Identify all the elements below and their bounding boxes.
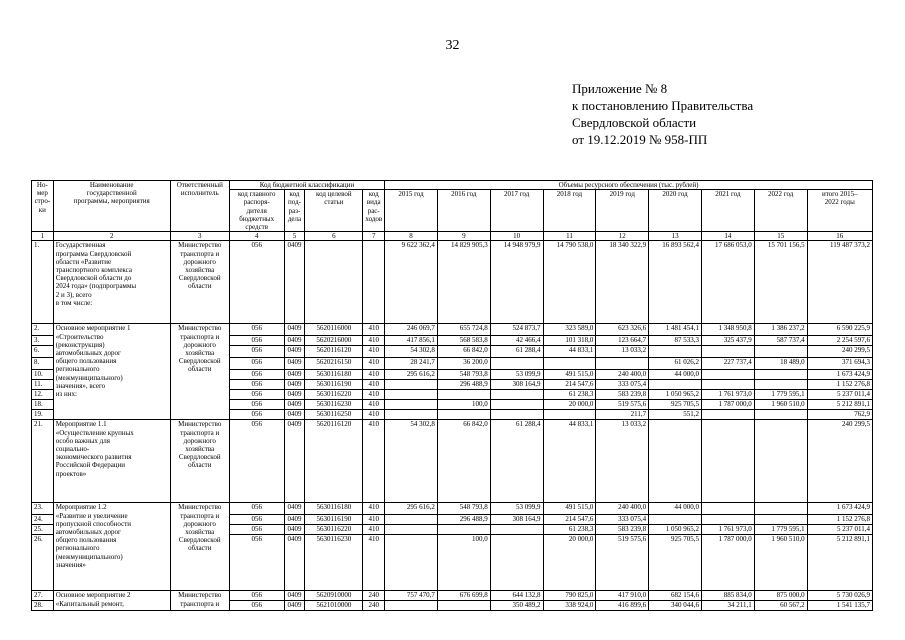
col-number: 4 [229, 232, 284, 241]
kgrbs-cell: 056 [229, 400, 284, 410]
y2018-cell: 491 515,0 [543, 370, 596, 380]
subsection-cell: 0409 [284, 420, 305, 503]
row-number-cell: 18. [32, 400, 54, 410]
subsection-cell: 0409 [284, 370, 305, 380]
y2022-cell: 1 960 510,0 [754, 400, 807, 410]
target-code-cell: 5620216000 [305, 336, 363, 346]
y2018-cell: 20 000,0 [543, 535, 596, 591]
total-cell: 5 212 891,1 [807, 535, 872, 591]
col-number: 15 [754, 232, 807, 241]
y2022-cell: 875 000,0 [754, 591, 807, 601]
header-year: 2016 год [437, 190, 490, 232]
y2021-cell [701, 410, 754, 420]
exp-type-cell: 410 [363, 370, 385, 380]
y2018-cell [543, 410, 596, 420]
page-number: 32 [445, 38, 460, 53]
y2021-cell [701, 503, 754, 515]
y2015-cell [385, 400, 438, 410]
y2020-cell: 1 050 965,2 [649, 525, 702, 535]
subsection-cell: 0409 [284, 525, 305, 535]
y2022-cell: 1 779 595,1 [754, 525, 807, 535]
y2015-cell: 246 069,7 [385, 324, 438, 336]
exp-type-cell: 410 [363, 358, 385, 370]
kgrbs-cell: 056 [229, 370, 284, 380]
y2020-cell: 925 705,5 [649, 535, 702, 591]
y2017-cell: 350 489,2 [490, 601, 543, 611]
kgrbs-cell: 056 [229, 358, 284, 370]
y2016-cell: 66 842,0 [437, 346, 490, 358]
y2021-cell [701, 515, 754, 525]
y2020-cell [649, 420, 702, 503]
y2021-cell: 1 761 973,0 [701, 390, 754, 400]
y2020-cell: 925 705,5 [649, 400, 702, 410]
header-executor: Ответственный исполнитель [170, 181, 229, 232]
item-name-cell: Мероприятие 1.2 «Развитие и увеличение пропускной способности автомобильных дорог общего пользования регионального (межмуниципального) значения» [53, 503, 170, 591]
y2015-cell [385, 410, 438, 420]
col-number: 2 [53, 232, 170, 241]
y2019-cell: 583 239,8 [596, 390, 649, 400]
y2017-cell: 53 099,9 [490, 503, 543, 515]
y2017-cell: 644 132,8 [490, 591, 543, 601]
kgrbs-cell: 056 [229, 525, 284, 535]
y2022-cell: 1 386 237,2 [754, 324, 807, 336]
y2016-cell: 655 724,8 [437, 324, 490, 336]
exp-type-cell: 240 [363, 601, 385, 611]
target-code-cell: 5620116000 [305, 324, 363, 336]
y2016-cell: 36 200,0 [437, 358, 490, 370]
header-kgrbs: код главного распоря- дителя бюджетных средств [229, 190, 284, 232]
y2015-cell [385, 525, 438, 535]
exp-type-cell: 410 [363, 346, 385, 358]
y2022-cell [754, 410, 807, 420]
y2018-cell: 61 238,3 [543, 525, 596, 535]
y2016-cell: 100,0 [437, 535, 490, 591]
row-number-cell: 26. [32, 535, 54, 591]
appendix-line: Приложение № 8 [572, 81, 668, 96]
kgrbs-cell: 056 [229, 601, 284, 611]
exp-type-cell: 410 [363, 390, 385, 400]
kgrbs-cell: 056 [229, 420, 284, 503]
header-budget-code: Код бюджетной классификации [229, 181, 384, 190]
kgrbs-cell: 056 [229, 380, 284, 390]
y2017-cell: 524 873,7 [490, 324, 543, 336]
header-volumes: Объемы ресурсного обеспечения (тыс. рублей) [385, 181, 873, 190]
appendix-line: Свердловской области [572, 115, 697, 130]
y2022-cell: 15 701 156,5 [754, 241, 807, 324]
kgrbs-cell: 056 [229, 535, 284, 591]
y2021-cell: 1 348 950,8 [701, 324, 754, 336]
subsection-cell: 0409 [284, 410, 305, 420]
col-number: 3 [170, 232, 229, 241]
col-number: 13 [649, 232, 702, 241]
col-number: 10 [490, 232, 543, 241]
exp-type-cell: 410 [363, 380, 385, 390]
target-code-cell: 5630116220 [305, 525, 363, 535]
y2018-cell: 44 833,1 [543, 346, 596, 358]
total-cell: 1 541 135,7 [807, 601, 872, 611]
table-row [32, 324, 873, 336]
y2016-cell: 296 488,9 [437, 515, 490, 525]
header-year: 2021 год [701, 190, 754, 232]
y2018-cell: 61 238,3 [543, 390, 596, 400]
y2016-cell: 296 488,9 [437, 380, 490, 390]
header-year: 2020 год [649, 190, 702, 232]
total-cell: 371 694,3 [807, 358, 872, 370]
appendix-line: от 19.12.2019 № 958-ПП [572, 132, 708, 147]
row-number-cell: 1. [32, 241, 54, 324]
exp-type-cell: 410 [363, 525, 385, 535]
resource-table [31, 180, 873, 611]
col-number: 7 [363, 232, 385, 241]
executor-cell: Министерство транспорта и [170, 591, 229, 611]
y2017-cell: 53 099,9 [490, 370, 543, 380]
total-cell: 762,9 [807, 410, 872, 420]
y2021-cell: 1 761 973,0 [701, 525, 754, 535]
header-row-no: Но- мер стро- ки [32, 181, 54, 232]
y2015-cell [385, 535, 438, 591]
y2020-cell: 1 481 454,1 [649, 324, 702, 336]
y2015-cell [385, 390, 438, 400]
y2017-cell: 61 288,4 [490, 420, 543, 503]
total-cell: 2 254 597,6 [807, 336, 872, 346]
target-code-cell: 5620910000 [305, 591, 363, 601]
kgrbs-cell: 056 [229, 410, 284, 420]
total-cell: 1 152 276,8 [807, 380, 872, 390]
y2018-cell: 338 924,0 [543, 601, 596, 611]
target-code-cell: 5630116190 [305, 380, 363, 390]
table-row [32, 503, 873, 515]
kgrbs-cell: 056 [229, 346, 284, 358]
row-number-cell: 19. [32, 410, 54, 420]
subsection-cell: 0409 [284, 591, 305, 601]
y2022-cell: 60 567,2 [754, 601, 807, 611]
exp-type-cell: 410 [363, 336, 385, 346]
y2018-cell: 214 547,6 [543, 515, 596, 525]
row-number-cell: 21. [32, 420, 54, 503]
y2021-cell [701, 370, 754, 380]
exp-type-cell [363, 241, 385, 324]
total-cell: 5 730 026,9 [807, 591, 872, 601]
y2021-cell: 1 787 000,0 [701, 535, 754, 591]
appendix-line: к постановлению Правительства [572, 98, 754, 113]
table-row [32, 420, 873, 503]
subsection-cell: 0409 [284, 380, 305, 390]
exp-type-cell: 410 [363, 410, 385, 420]
y2016-cell: 568 583,8 [437, 336, 490, 346]
y2019-cell: 417 910,0 [596, 591, 649, 601]
y2019-cell: 583 239,8 [596, 525, 649, 535]
table-row [32, 241, 873, 324]
row-number-cell: 11. [32, 380, 54, 390]
header-year: 2018 год [543, 190, 596, 232]
y2020-cell: 87 533,3 [649, 336, 702, 346]
subsection-cell: 0409 [284, 390, 305, 400]
subsection-cell: 0409 [284, 503, 305, 515]
y2022-cell: 1 960 510,0 [754, 535, 807, 591]
y2022-cell [754, 346, 807, 358]
exp-type-cell: 410 [363, 515, 385, 525]
subsection-cell: 0409 [284, 400, 305, 410]
y2021-cell: 17 686 053,0 [701, 241, 754, 324]
kgrbs-cell: 056 [229, 591, 284, 601]
y2018-cell: 323 589,0 [543, 324, 596, 336]
y2019-cell: 13 033,2 [596, 420, 649, 503]
row-number-cell: 12. [32, 390, 54, 400]
col-number: 6 [305, 232, 363, 241]
item-name-cell: Мероприятие 1.1 «Осуществление крупных особо важных для социально- экономического развития Российской Федерации проектов» [53, 420, 170, 503]
target-code-cell: 5630116220 [305, 390, 363, 400]
header-year: 2015 год [385, 190, 438, 232]
row-number-cell: 10. [32, 370, 54, 380]
y2018-cell: 20 000,0 [543, 400, 596, 410]
y2016-cell: 100,0 [437, 400, 490, 410]
row-number-cell: 24. [32, 515, 54, 525]
y2017-cell [490, 400, 543, 410]
appendix-header [572, 80, 753, 148]
y2015-cell: 417 856,1 [385, 336, 438, 346]
y2020-cell [649, 515, 702, 525]
exp-type-cell: 410 [363, 503, 385, 515]
table-header [32, 181, 873, 241]
subsection-cell: 0409 [284, 601, 305, 611]
y2018-cell: 101 318,0 [543, 336, 596, 346]
kgrbs-cell: 056 [229, 241, 284, 324]
target-code-cell: 5620116120 [305, 346, 363, 358]
executor-cell: Министерство транспорта и дорожного хозяйства Свердловской области [170, 503, 229, 591]
row-number-cell: 23. [32, 503, 54, 515]
y2019-cell [596, 358, 649, 370]
header-exp-type: код вида рас- ходов [363, 190, 385, 232]
target-code-cell: 5630116230 [305, 400, 363, 410]
y2022-cell [754, 370, 807, 380]
total-cell: 6 590 225,9 [807, 324, 872, 336]
col-number: 9 [437, 232, 490, 241]
y2015-cell: 54 302,8 [385, 346, 438, 358]
col-number: 1 [32, 232, 54, 241]
exp-type-cell: 410 [363, 535, 385, 591]
total-cell: 240 299,5 [807, 346, 872, 358]
y2022-cell: 587 737,4 [754, 336, 807, 346]
total-cell: 5 237 011,4 [807, 525, 872, 535]
executor-cell: Министерство транспорта и дорожного хозяйства Свердловской области [170, 420, 229, 503]
y2019-cell: 240 400,0 [596, 503, 649, 515]
y2021-cell: 227 737,4 [701, 358, 754, 370]
y2019-cell: 18 340 322,9 [596, 241, 649, 324]
y2020-cell [649, 346, 702, 358]
target-code-cell: 5621010000 [305, 601, 363, 611]
exp-type-cell: 410 [363, 324, 385, 336]
y2015-cell [385, 380, 438, 390]
total-cell: 1 152 276,8 [807, 515, 872, 525]
y2019-cell: 333 075,4 [596, 515, 649, 525]
y2021-cell: 34 211,1 [701, 601, 754, 611]
kgrbs-cell: 056 [229, 390, 284, 400]
subsection-cell: 0409 [284, 241, 305, 324]
y2017-cell: 42 466,4 [490, 336, 543, 346]
y2015-cell: 757 470,7 [385, 591, 438, 601]
y2020-cell: 551,2 [649, 410, 702, 420]
row-number-cell: 6. [32, 346, 54, 358]
total-cell: 240 299,5 [807, 420, 872, 503]
total-cell: 5 212 891,1 [807, 400, 872, 410]
total-cell: 1 673 424,9 [807, 370, 872, 380]
y2018-cell: 44 833,1 [543, 420, 596, 503]
y2015-cell [385, 601, 438, 611]
y2018-cell: 214 547,6 [543, 380, 596, 390]
subsection-cell: 0409 [284, 535, 305, 591]
item-name-cell: Государственная программа Свердловской области «Развитие транспортного комплекса Свердловской области до 2024 года» (подпрограммы 2 и 3), всего в том числе: [53, 241, 170, 324]
y2015-cell: 54 302,8 [385, 420, 438, 503]
y2022-cell [754, 515, 807, 525]
header-year: 2019 год [596, 190, 649, 232]
total-cell: 119 487 373,2 [807, 241, 872, 324]
subsection-cell: 0409 [284, 324, 305, 336]
y2017-cell: 61 288,4 [490, 346, 543, 358]
row-number-cell: 28. [32, 601, 54, 611]
y2020-cell [649, 380, 702, 390]
y2017-cell [490, 525, 543, 535]
y2020-cell: 44 000,0 [649, 503, 702, 515]
item-name-cell: Основное мероприятие 2 «Капитальный ремонт, [53, 591, 170, 611]
subsection-cell: 0409 [284, 358, 305, 370]
y2015-cell: 295 616,2 [385, 503, 438, 515]
row-number-cell: 27. [32, 591, 54, 601]
y2020-cell: 1 050 965,2 [649, 390, 702, 400]
total-cell: 5 237 011,4 [807, 390, 872, 400]
y2020-cell: 61 026,2 [649, 358, 702, 370]
y2016-cell [437, 390, 490, 400]
subsection-cell: 0409 [284, 515, 305, 525]
target-code-cell: 5630116250 [305, 410, 363, 420]
y2017-cell [490, 358, 543, 370]
y2016-cell [437, 601, 490, 611]
y2019-cell: 123 664,7 [596, 336, 649, 346]
item-name-cell: Основное мероприятие 1 «Строительство (реконструкция) автомобильных дорог общего пользования регионального (межмуниципального) значения», всего из них: [53, 324, 170, 420]
target-code-cell: 5620116120 [305, 420, 363, 503]
exp-type-cell: 410 [363, 400, 385, 410]
table-body [32, 241, 873, 611]
y2019-cell: 519 575,6 [596, 535, 649, 591]
col-number: 5 [284, 232, 305, 241]
y2017-cell: 14 948 979,9 [490, 241, 543, 324]
col-number: 12 [596, 232, 649, 241]
target-code-cell: 5630116180 [305, 370, 363, 380]
y2021-cell: 1 787 000,0 [701, 400, 754, 410]
header-total: итого 2015– 2022 годы [807, 190, 872, 232]
row-number-cell: 2. [32, 324, 54, 336]
header-target: код целевой статьи [305, 190, 363, 232]
target-code-cell: 5630116190 [305, 515, 363, 525]
col-number: 16 [807, 232, 872, 241]
y2021-cell [701, 346, 754, 358]
col-number: 11 [543, 232, 596, 241]
y2019-cell: 519 575,6 [596, 400, 649, 410]
y2016-cell [437, 410, 490, 420]
y2019-cell: 13 033,2 [596, 346, 649, 358]
exp-type-cell: 410 [363, 420, 385, 503]
header-year: 2017 год [490, 190, 543, 232]
subsection-cell: 0409 [284, 336, 305, 346]
y2016-cell: 676 699,8 [437, 591, 490, 601]
y2016-cell [437, 525, 490, 535]
target-code-cell: 5630116230 [305, 535, 363, 591]
exp-type-cell: 240 [363, 591, 385, 601]
y2019-cell: 211,7 [596, 410, 649, 420]
y2018-cell: 491 515,0 [543, 503, 596, 515]
y2019-cell: 416 899,6 [596, 601, 649, 611]
y2015-cell [385, 515, 438, 525]
y2022-cell: 1 779 595,1 [754, 390, 807, 400]
y2015-cell: 295 616,2 [385, 370, 438, 380]
y2015-cell: 28 241,7 [385, 358, 438, 370]
y2021-cell: 325 437,9 [701, 336, 754, 346]
y2018-cell: 790 825,0 [543, 591, 596, 601]
y2022-cell: 18 489,0 [754, 358, 807, 370]
row-number-cell: 8. [32, 358, 54, 370]
target-code-cell: 5620216150 [305, 358, 363, 370]
y2016-cell: 14 829 905,3 [437, 241, 490, 324]
header-name: Наименование государственной программы, мероприятия [53, 181, 170, 232]
y2018-cell [543, 358, 596, 370]
header-year: 2022 год [754, 190, 807, 232]
row-number-cell: 25. [32, 525, 54, 535]
subsection-cell: 0409 [284, 346, 305, 358]
y2017-cell: 308 164,9 [490, 515, 543, 525]
y2019-cell: 240 400,0 [596, 370, 649, 380]
header-subsection: код под- раз- дела [284, 190, 305, 232]
y2021-cell [701, 380, 754, 390]
executor-cell: Министерство транспорта и дорожного хозяйства Свердловской области [170, 241, 229, 324]
y2020-cell: 44 000,0 [649, 370, 702, 380]
y2016-cell: 548 793,8 [437, 370, 490, 380]
y2022-cell [754, 420, 807, 503]
y2017-cell [490, 410, 543, 420]
col-number: 14 [701, 232, 754, 241]
y2020-cell: 340 044,6 [649, 601, 702, 611]
col-number: 8 [385, 232, 438, 241]
y2019-cell: 333 075,4 [596, 380, 649, 390]
y2017-cell: 308 164,9 [490, 380, 543, 390]
y2015-cell: 9 622 362,4 [385, 241, 438, 324]
row-number-cell: 3. [32, 336, 54, 346]
y2020-cell: 682 154,6 [649, 591, 702, 601]
total-cell: 1 673 424,9 [807, 503, 872, 515]
column-number-row [32, 232, 873, 241]
kgrbs-cell: 056 [229, 336, 284, 346]
y2018-cell: 14 790 538,0 [543, 241, 596, 324]
target-code-cell [305, 241, 363, 324]
y2019-cell: 623 326,6 [596, 324, 649, 336]
y2022-cell [754, 503, 807, 515]
y2017-cell [490, 535, 543, 591]
kgrbs-cell: 056 [229, 324, 284, 336]
y2021-cell [701, 420, 754, 503]
y2021-cell: 885 834,0 [701, 591, 754, 601]
kgrbs-cell: 056 [229, 503, 284, 515]
target-code-cell: 5630116180 [305, 503, 363, 515]
executor-cell: Министерство транспорта и дорожного хозяйства Свердловской области [170, 324, 229, 420]
y2016-cell: 66 842,0 [437, 420, 490, 503]
kgrbs-cell: 056 [229, 515, 284, 525]
y2016-cell: 548 793,8 [437, 503, 490, 515]
table-row [32, 591, 873, 601]
y2017-cell [490, 390, 543, 400]
y2020-cell: 16 893 562,4 [649, 241, 702, 324]
y2022-cell [754, 380, 807, 390]
